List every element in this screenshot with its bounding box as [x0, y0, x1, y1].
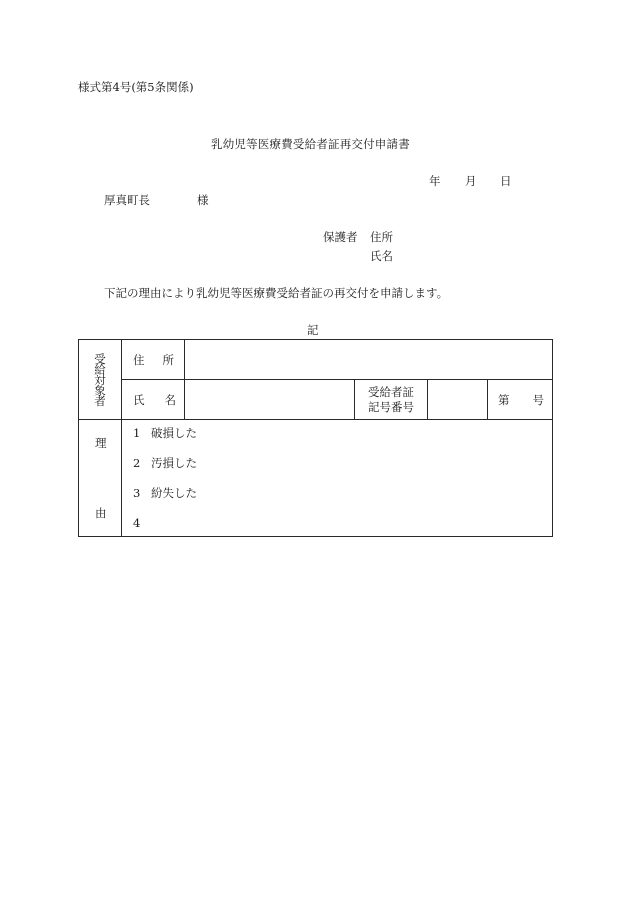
- name-field[interactable]: [185, 380, 355, 420]
- reason-option-3[interactable]: 3 紛失した: [133, 486, 197, 500]
- guardian-label: 保護者: [323, 230, 358, 244]
- cert-label-line-1: 受給者証: [368, 384, 414, 399]
- reason-options-cell: [122, 420, 553, 537]
- name-label-char-2: 名: [164, 392, 176, 407]
- address-field[interactable]: [185, 340, 553, 380]
- number-prefix: 第: [498, 392, 510, 407]
- addressee-honorific: 様: [197, 193, 209, 207]
- reason-option-2[interactable]: 2 汚損した: [133, 456, 197, 470]
- cert-label-line-2: 記号番号: [368, 399, 414, 414]
- reason-option-4-other[interactable]: 4: [133, 516, 141, 530]
- date-year-label: 年: [429, 174, 441, 188]
- application-table: [78, 339, 553, 537]
- number-suffix: 号: [532, 392, 544, 407]
- addressee-name: 厚真町長: [104, 193, 150, 207]
- guardian-address-label: 住所: [370, 230, 393, 244]
- document-title: 乳幼児等医療費受給者証再交付申請書: [211, 137, 410, 151]
- reason-label-char-1: 理: [95, 436, 107, 450]
- address-label-cell: [122, 340, 185, 380]
- recipient-label: 受給対象者: [93, 353, 108, 406]
- request-statement: 下記の理由により乳幼児等医療費受給者証の再交付を申請します。: [104, 286, 449, 300]
- reason-label-char-2: 由: [95, 506, 107, 520]
- form-number: 様式第4号(第5条関係): [78, 80, 194, 94]
- cert-number-field[interactable]: [428, 380, 488, 420]
- address-label-char-1: 住: [133, 352, 145, 367]
- record-heading: 記: [307, 323, 319, 337]
- date-month-label: 月: [465, 174, 477, 188]
- number-cell[interactable]: [488, 380, 553, 420]
- name-label-cell: [122, 380, 185, 420]
- guardian-name-label: 氏名: [370, 249, 393, 263]
- reason-label-cell: [79, 420, 122, 537]
- address-label-char-2: 所: [162, 352, 174, 367]
- reason-option-1[interactable]: 1 破損した: [133, 426, 197, 440]
- cert-number-label-cell: [355, 380, 428, 420]
- recipient-label-cell: [79, 340, 122, 420]
- name-label-char-1: 氏: [133, 392, 145, 407]
- date-day-label: 日: [500, 174, 512, 188]
